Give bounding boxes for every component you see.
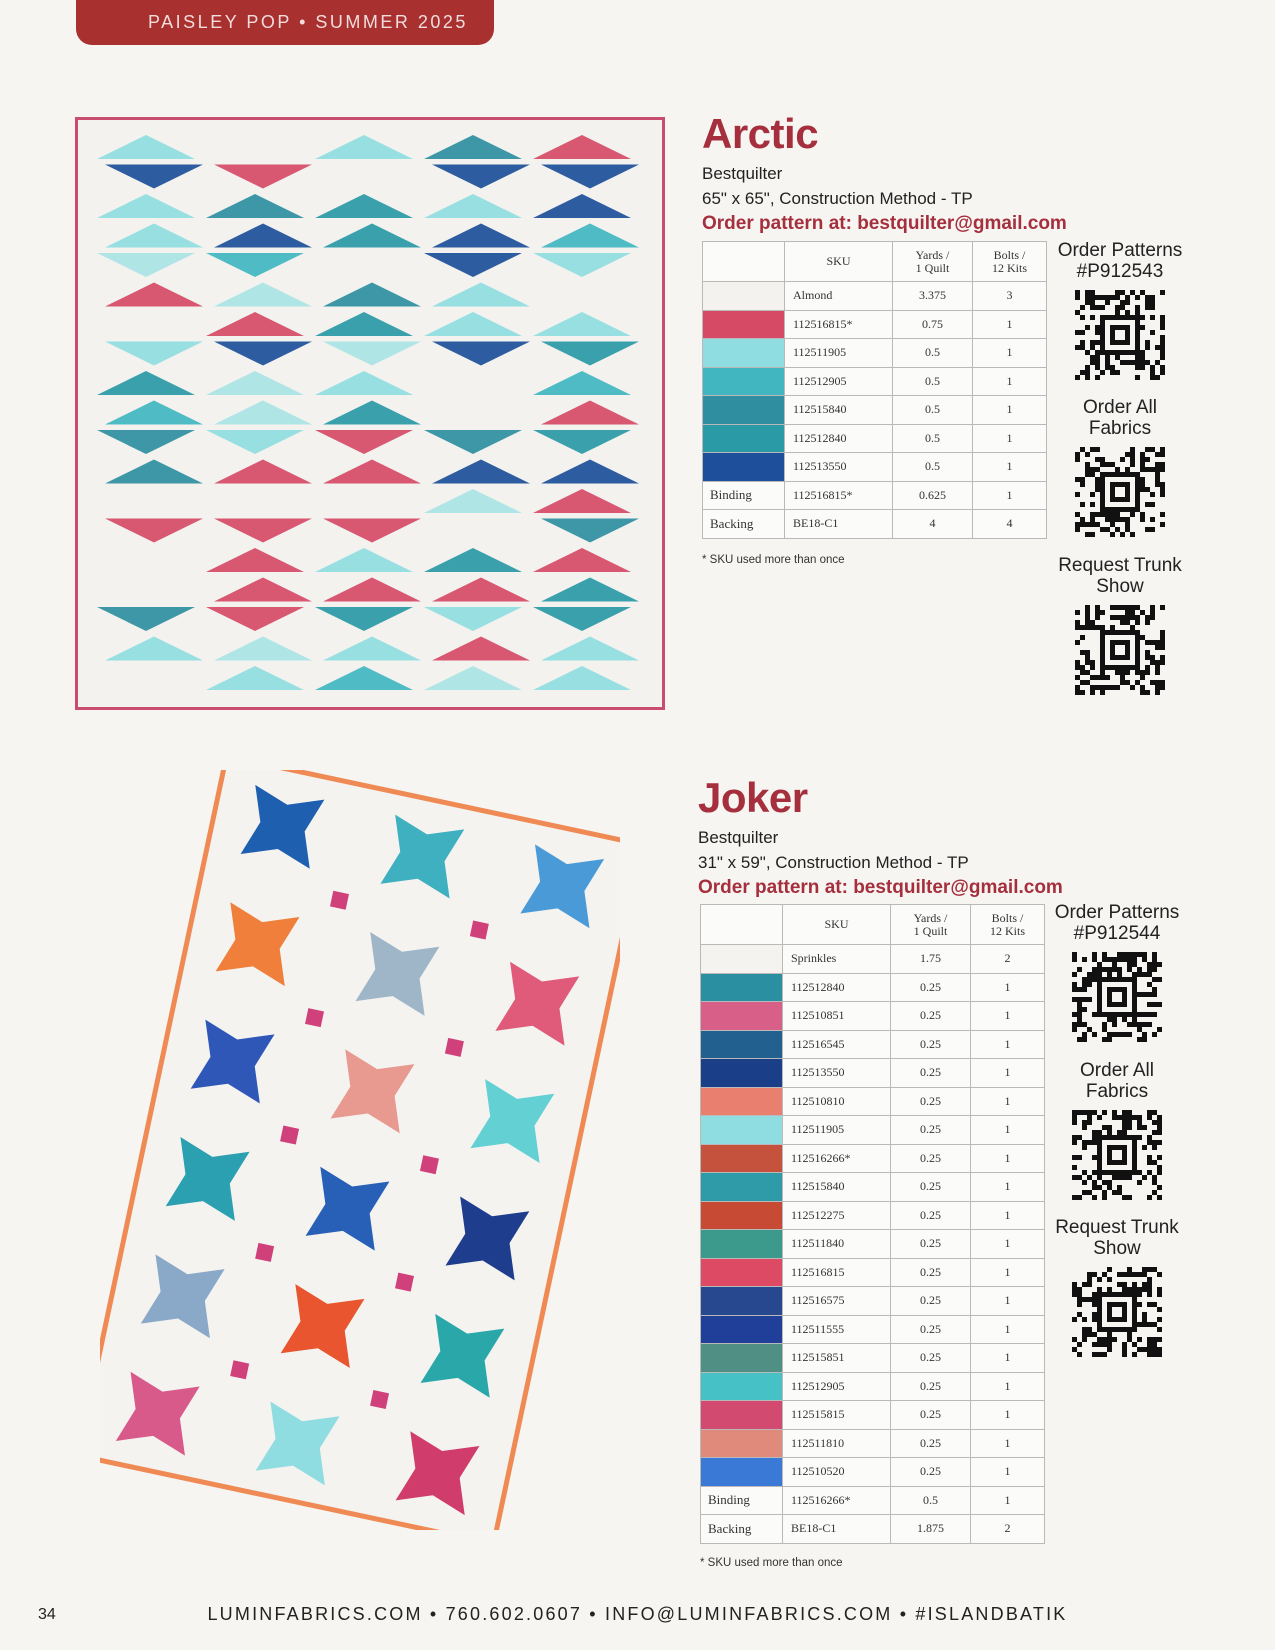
yards-cell: 0.5 bbox=[893, 424, 973, 453]
swatch-header bbox=[703, 242, 785, 282]
table-row bbox=[703, 510, 1047, 539]
table-row bbox=[701, 973, 1045, 1002]
yards-cell: 0.5 bbox=[891, 1486, 971, 1515]
qr-caption bbox=[1055, 397, 1185, 439]
bolts-header bbox=[973, 242, 1047, 282]
sku-cell: 112510520 bbox=[783, 1458, 891, 1487]
sku-cell: 112511840 bbox=[783, 1230, 891, 1259]
fabric-swatch bbox=[701, 1087, 783, 1116]
sku-cell: 112510851 bbox=[783, 1002, 891, 1031]
pattern-title: Joker bbox=[698, 774, 808, 821]
pattern-order-link[interactable]: Order pattern at: bestquilter@gmail.com bbox=[702, 213, 1067, 234]
page-number: 34 bbox=[38, 1606, 56, 1623]
table-row bbox=[701, 1116, 1045, 1145]
fabric-swatch bbox=[701, 1344, 783, 1373]
yards-cell: 0.25 bbox=[891, 1458, 971, 1487]
bolts-cell: 1 bbox=[971, 1372, 1045, 1401]
table-row bbox=[701, 1401, 1045, 1430]
sku-cell: 112516815 bbox=[783, 1258, 891, 1287]
fabric-swatch bbox=[701, 1030, 783, 1059]
pattern-size: 65" x 65", Construction Method - TP bbox=[702, 189, 973, 208]
bolts-header bbox=[971, 905, 1045, 945]
pattern-title: Arctic bbox=[702, 110, 819, 157]
table-row bbox=[701, 1030, 1045, 1059]
yards-header-line1: Yards / bbox=[913, 910, 948, 925]
qr-caption-line2: #P912543 bbox=[1076, 261, 1164, 282]
table-row bbox=[701, 1429, 1045, 1458]
sku-cell: 112511555 bbox=[783, 1315, 891, 1344]
table-row bbox=[701, 1315, 1045, 1344]
yards-cell: 0.25 bbox=[891, 1087, 971, 1116]
table-row bbox=[701, 1173, 1045, 1202]
bolts-cell: 1 bbox=[971, 1458, 1045, 1487]
qr-code-icon bbox=[1072, 1267, 1162, 1357]
qr-caption-line1: Order Patterns bbox=[1057, 240, 1183, 261]
pattern-order-link[interactable]: Order pattern at: bestquilter@gmail.com bbox=[698, 877, 1063, 898]
fabric-swatch bbox=[701, 1287, 783, 1316]
fabric-swatch bbox=[703, 424, 785, 453]
qr-caption-line2: Fabrics bbox=[1085, 1081, 1149, 1102]
yards-cell: 0.25 bbox=[891, 1372, 971, 1401]
bolts-cell: 1 bbox=[971, 973, 1045, 1002]
yards-cell: 4 bbox=[893, 510, 973, 539]
yards-cell: 0.5 bbox=[893, 367, 973, 396]
fabric-swatch bbox=[701, 1144, 783, 1173]
pattern-size: 31" x 59", Construction Method - TP bbox=[698, 853, 969, 872]
sku-cell: 112513550 bbox=[783, 1059, 891, 1088]
yards-header-line2: 1 Quilt bbox=[913, 923, 948, 938]
sku-cell: 112516815* bbox=[785, 481, 893, 510]
table-row bbox=[703, 481, 1047, 510]
arctic-fabric-table bbox=[702, 241, 1047, 539]
table-row bbox=[701, 1287, 1045, 1316]
yards-cell: 0.25 bbox=[891, 1401, 971, 1430]
qr-caption-line1: Order Patterns bbox=[1054, 902, 1180, 923]
bolts-cell: 1 bbox=[971, 1087, 1045, 1116]
bolts-cell: 1 bbox=[973, 453, 1047, 482]
qr-caption bbox=[1055, 240, 1185, 282]
sku-cell: 112516545 bbox=[783, 1030, 891, 1059]
fabric-swatch bbox=[703, 282, 785, 311]
yards-cell: 0.25 bbox=[891, 1287, 971, 1316]
fabric-swatch bbox=[703, 396, 785, 425]
swatch-header bbox=[701, 905, 783, 945]
qr-caption-line2: #P912544 bbox=[1073, 923, 1161, 944]
fabric-swatch bbox=[701, 1429, 783, 1458]
yards-cell: 0.5 bbox=[893, 396, 973, 425]
bolts-cell: 1 bbox=[971, 1344, 1045, 1373]
table-row bbox=[701, 1458, 1045, 1487]
table-row bbox=[701, 1059, 1045, 1088]
yards-cell: 0.625 bbox=[893, 481, 973, 510]
fabric-swatch bbox=[701, 1059, 783, 1088]
arctic-info bbox=[702, 112, 1067, 235]
table-row bbox=[703, 424, 1047, 453]
qr-caption bbox=[1052, 902, 1182, 944]
bolts-header-line2: 12 Kits bbox=[989, 923, 1025, 938]
table-row bbox=[701, 1230, 1045, 1259]
sku-cell: 112512275 bbox=[783, 1201, 891, 1230]
table-row bbox=[703, 339, 1047, 368]
qr-caption bbox=[1052, 1060, 1182, 1102]
header-label: PAISLEY POP • SUMMER 2025 bbox=[148, 12, 468, 32]
bolts-cell: 1 bbox=[971, 1173, 1045, 1202]
table-row bbox=[701, 1144, 1045, 1173]
qr-caption-line2: Fabrics bbox=[1088, 418, 1152, 439]
joker-quilt-image bbox=[100, 770, 620, 1530]
bolts-cell: 1 bbox=[973, 396, 1047, 425]
arctic-qr-order-patterns[interactable] bbox=[1055, 240, 1185, 380]
table-row bbox=[701, 1201, 1045, 1230]
bolts-header-line1: Bolts / bbox=[991, 910, 1024, 925]
header-tab bbox=[76, 0, 494, 45]
qr-code-icon bbox=[1075, 447, 1165, 537]
qr-code-icon bbox=[1075, 605, 1165, 695]
bolts-cell: 1 bbox=[971, 1287, 1045, 1316]
sku-cell: 112516266* bbox=[783, 1144, 891, 1173]
sku-cell: 112512905 bbox=[783, 1372, 891, 1401]
fabric-swatch bbox=[703, 310, 785, 339]
fabric-swatch bbox=[701, 1315, 783, 1344]
fabric-swatch bbox=[701, 1201, 783, 1230]
sku-cell: 112512840 bbox=[783, 973, 891, 1002]
yards-cell: 0.25 bbox=[891, 1116, 971, 1145]
joker-qr-order-fabrics[interactable] bbox=[1052, 1060, 1182, 1200]
bolts-cell: 1 bbox=[971, 1144, 1045, 1173]
fabric-swatch bbox=[701, 1458, 783, 1487]
table-row bbox=[701, 1515, 1045, 1544]
row-label: Binding bbox=[701, 1486, 783, 1515]
bolts-cell: 1 bbox=[971, 1059, 1045, 1088]
bolts-cell: 2 bbox=[971, 1515, 1045, 1544]
table-row bbox=[703, 453, 1047, 482]
joker-footnote: * SKU used more than once bbox=[700, 1557, 843, 1569]
qr-caption-line2: Show bbox=[1096, 576, 1144, 597]
yards-cell: 0.25 bbox=[891, 1173, 971, 1202]
fabric-swatch bbox=[701, 1230, 783, 1259]
yards-header-line2: 1 Quilt bbox=[915, 260, 950, 275]
sku-cell: 112513550 bbox=[785, 453, 893, 482]
yards-cell: 0.25 bbox=[891, 1344, 971, 1373]
qr-caption-line1: Request Trunk bbox=[1058, 555, 1182, 576]
fabric-swatch bbox=[701, 1173, 783, 1202]
bolts-cell: 4 bbox=[973, 510, 1047, 539]
sku-header: SKU bbox=[785, 242, 893, 282]
yards-cell: 0.25 bbox=[891, 1002, 971, 1031]
sku-cell: 112515840 bbox=[785, 396, 893, 425]
bolts-cell: 3 bbox=[973, 282, 1047, 311]
sku-cell: 112515851 bbox=[783, 1344, 891, 1373]
table-row bbox=[703, 310, 1047, 339]
joker-qr-order-patterns[interactable] bbox=[1052, 902, 1182, 1042]
qr-caption bbox=[1055, 555, 1185, 597]
bolts-cell: 1 bbox=[973, 424, 1047, 453]
yards-header-line1: Yards / bbox=[915, 247, 950, 262]
sku-cell: BE18-C1 bbox=[783, 1515, 891, 1544]
table-header bbox=[701, 905, 1045, 945]
table-row bbox=[703, 367, 1047, 396]
bolts-cell: 1 bbox=[971, 1401, 1045, 1430]
yards-cell: 0.25 bbox=[891, 1315, 971, 1344]
table-row bbox=[701, 945, 1045, 974]
sku-cell: 112510810 bbox=[783, 1087, 891, 1116]
yards-cell: 0.25 bbox=[891, 1429, 971, 1458]
fabric-swatch bbox=[703, 453, 785, 482]
table-row bbox=[703, 282, 1047, 311]
yards-cell: 0.25 bbox=[891, 1030, 971, 1059]
arctic-qr-order-fabrics[interactable] bbox=[1055, 397, 1185, 537]
qr-code-icon bbox=[1072, 952, 1162, 1042]
sku-cell: Almond bbox=[785, 282, 893, 311]
qr-caption-line1: Request Trunk bbox=[1055, 1217, 1179, 1238]
bolts-header-line2: 12 Kits bbox=[991, 260, 1027, 275]
sku-cell: 112515840 bbox=[783, 1173, 891, 1202]
table-header bbox=[703, 242, 1047, 282]
bolts-cell: 2 bbox=[971, 945, 1045, 974]
yards-header bbox=[891, 905, 971, 945]
qr-caption-line2: Show bbox=[1093, 1238, 1141, 1259]
bolts-header-line1: Bolts / bbox=[993, 247, 1026, 262]
yards-cell: 0.5 bbox=[893, 339, 973, 368]
qr-caption-line1: Order All bbox=[1080, 1060, 1154, 1081]
row-label: Backing bbox=[701, 1515, 783, 1544]
fabric-swatch bbox=[701, 1116, 783, 1145]
yards-cell: 0.25 bbox=[891, 1059, 971, 1088]
yards-cell: 0.5 bbox=[893, 453, 973, 482]
qr-code-icon bbox=[1072, 1110, 1162, 1200]
joker-fabric-table bbox=[700, 904, 1045, 1544]
sku-cell: 112512840 bbox=[785, 424, 893, 453]
sku-cell: BE18-C1 bbox=[785, 510, 893, 539]
fabric-swatch bbox=[703, 339, 785, 368]
table-row bbox=[701, 1002, 1045, 1031]
sku-cell: 112511810 bbox=[783, 1429, 891, 1458]
fabric-swatch bbox=[701, 1372, 783, 1401]
fabric-swatch bbox=[701, 1258, 783, 1287]
table-row bbox=[701, 1372, 1045, 1401]
yards-cell: 3.375 bbox=[893, 282, 973, 311]
bolts-cell: 1 bbox=[973, 481, 1047, 510]
footer-contact: LUMINFABRICS.COM • 760.602.0607 • INFO@LUMINFABRICS.COM • #ISLANDBATIK bbox=[207, 1604, 1068, 1624]
sku-cell: 112512905 bbox=[785, 367, 893, 396]
fabric-swatch bbox=[701, 1002, 783, 1031]
yards-cell: 0.75 bbox=[893, 310, 973, 339]
joker-qr-trunk-show[interactable] bbox=[1052, 1217, 1182, 1357]
arctic-footnote: * SKU used more than once bbox=[702, 554, 845, 566]
yards-cell: 0.25 bbox=[891, 1144, 971, 1173]
bolts-cell: 1 bbox=[971, 1429, 1045, 1458]
joker-info bbox=[698, 776, 1063, 899]
yards-cell: 1.75 bbox=[891, 945, 971, 974]
sku-cell: 112515815 bbox=[783, 1401, 891, 1430]
fabric-swatch bbox=[701, 973, 783, 1002]
sku-cell: 112516575 bbox=[783, 1287, 891, 1316]
arctic-qr-trunk-show[interactable] bbox=[1055, 555, 1185, 695]
row-label: Backing bbox=[703, 510, 785, 539]
bolts-cell: 1 bbox=[973, 367, 1047, 396]
bolts-cell: 1 bbox=[971, 1315, 1045, 1344]
yards-cell: 0.25 bbox=[891, 1230, 971, 1259]
sku-cell: 112511905 bbox=[785, 339, 893, 368]
pattern-designer: Bestquilter bbox=[702, 164, 783, 183]
table-row bbox=[701, 1344, 1045, 1373]
fabric-swatch bbox=[701, 1401, 783, 1430]
bolts-cell: 1 bbox=[971, 1201, 1045, 1230]
bolts-cell: 1 bbox=[971, 1002, 1045, 1031]
arctic-quilt-image bbox=[75, 117, 665, 710]
bolts-cell: 1 bbox=[971, 1486, 1045, 1515]
sku-cell: 112511905 bbox=[783, 1116, 891, 1145]
table-row bbox=[701, 1486, 1045, 1515]
fabric-swatch bbox=[703, 367, 785, 396]
row-label: Binding bbox=[703, 481, 785, 510]
bolts-cell: 1 bbox=[973, 310, 1047, 339]
sku-cell: Sprinkles bbox=[783, 945, 891, 974]
bolts-cell: 1 bbox=[973, 339, 1047, 368]
qr-caption-line1: Order All bbox=[1083, 397, 1157, 418]
yards-cell: 0.25 bbox=[891, 1258, 971, 1287]
table-row bbox=[701, 1087, 1045, 1116]
table-row bbox=[703, 396, 1047, 425]
table-row bbox=[701, 1258, 1045, 1287]
bolts-cell: 1 bbox=[971, 1258, 1045, 1287]
qr-caption bbox=[1052, 1217, 1182, 1259]
yards-cell: 1.875 bbox=[891, 1515, 971, 1544]
bolts-cell: 1 bbox=[971, 1230, 1045, 1259]
fabric-swatch bbox=[701, 945, 783, 974]
sku-cell: 112516815* bbox=[785, 310, 893, 339]
sku-cell: 112516266* bbox=[783, 1486, 891, 1515]
pattern-designer: Bestquilter bbox=[698, 828, 779, 847]
qr-code-icon bbox=[1075, 290, 1165, 380]
bolts-cell: 1 bbox=[971, 1116, 1045, 1145]
yards-header bbox=[893, 242, 973, 282]
yards-cell: 0.25 bbox=[891, 1201, 971, 1230]
yards-cell: 0.25 bbox=[891, 973, 971, 1002]
bolts-cell: 1 bbox=[971, 1030, 1045, 1059]
sku-header: SKU bbox=[783, 905, 891, 945]
